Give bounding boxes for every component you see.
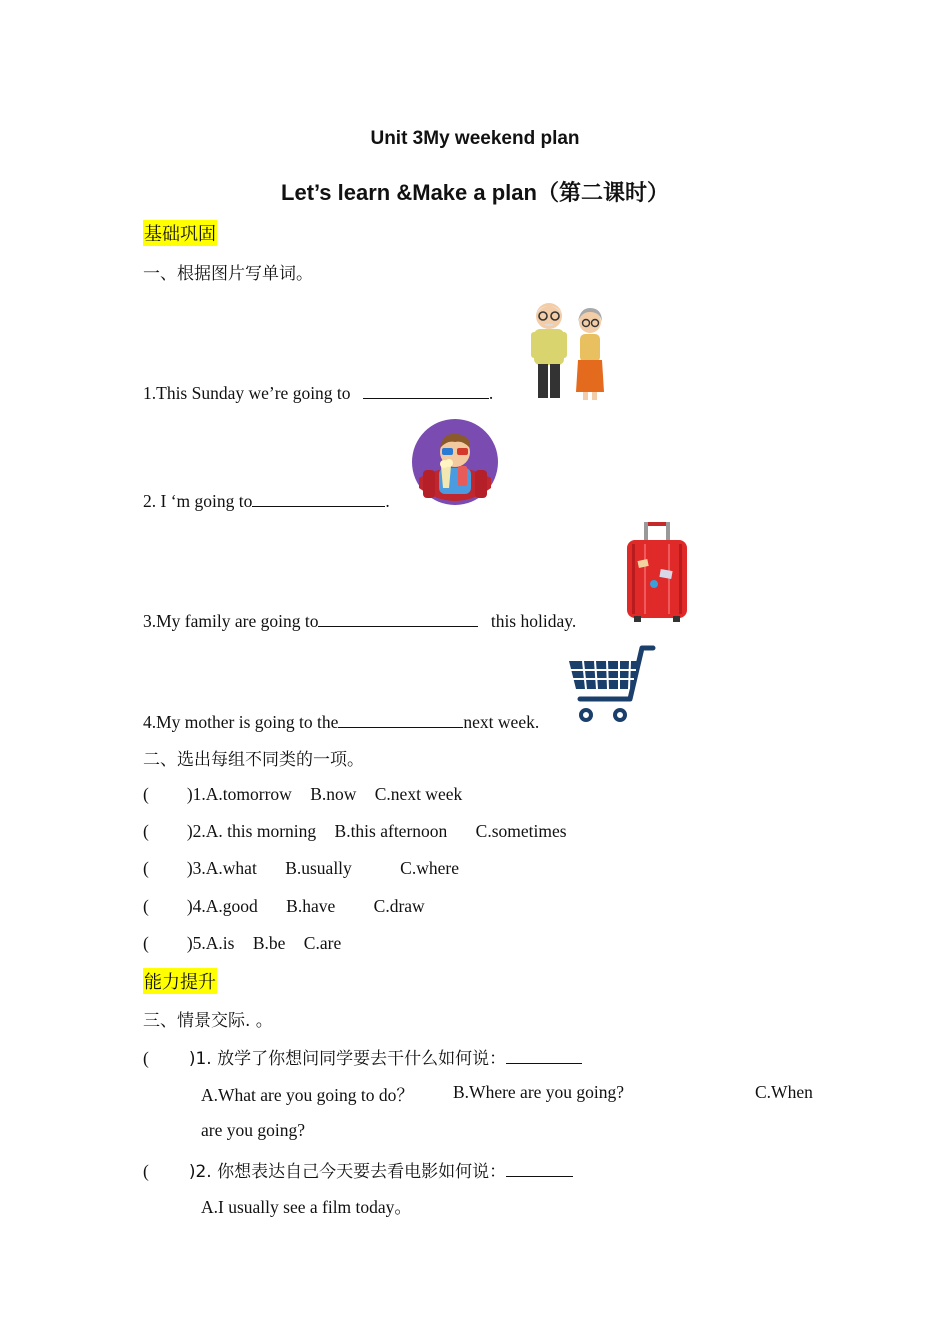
choice-question-3 <box>143 858 459 879</box>
fill-question-3 <box>143 610 576 632</box>
fill-question-3-end: this holiday. <box>490 611 577 631</box>
section-tag-advanced: 能力提升 <box>143 968 217 994</box>
fill-question-2-end: . <box>385 491 390 511</box>
answer-paren: ( <box>143 896 149 916</box>
answer-paren: ( <box>143 933 149 953</box>
answer-paren: ( <box>143 821 149 841</box>
option-c: C.draw <box>373 896 425 916</box>
question-number: )2. <box>186 821 206 841</box>
answer-blank-1[interactable] <box>363 382 489 399</box>
option-b: B.have <box>286 896 336 916</box>
question-number: )3. <box>186 858 206 878</box>
choice-question-5 <box>143 933 341 954</box>
grandparents-picture <box>524 300 610 402</box>
dialogue-q2-option-a: A.I usually see a film today。 <box>201 1197 412 1217</box>
fill-question-1-end: . <box>488 383 494 403</box>
dialogue-question-1 <box>143 1044 582 1069</box>
option-c: C.where <box>400 858 459 878</box>
dialogue-q1-option-c-cont: are you going? <box>201 1120 305 1140</box>
question-number: )4. <box>186 896 206 916</box>
section1-heading: 一、根据图片写单词。 <box>143 264 313 284</box>
dialogue-q1-option-c: C.When <box>755 1082 813 1102</box>
fill-question-1-text: 1.This Sunday we’re going to <box>143 383 355 403</box>
option-b: B.this afternoon <box>334 821 448 841</box>
answer-paren: ( <box>143 1048 149 1068</box>
option-c: C.next week <box>374 784 463 804</box>
answer-paren: ( <box>143 1161 149 1181</box>
fill-question-4-text: 4.My mother is going to the <box>143 712 339 732</box>
option-b: B.now <box>310 784 357 804</box>
answer-blank-dialogue-2[interactable] <box>506 1160 573 1177</box>
option-c: C.sometimes <box>475 821 567 841</box>
cinema-boy-picture <box>411 418 499 506</box>
option-b: B.usually <box>285 858 352 878</box>
dialogue-question-2 <box>143 1157 573 1182</box>
dialogue-question-2-text: )2. 你想表达自己今天要去看电影如何说： <box>188 1162 507 1182</box>
answer-blank-2[interactable] <box>252 490 385 507</box>
option-a: A. this morning <box>205 821 317 841</box>
shopping-cart-picture <box>566 645 656 727</box>
option-a: A.what <box>205 858 257 878</box>
answer-blank-3[interactable] <box>318 610 478 627</box>
fill-question-2 <box>143 490 390 512</box>
answer-blank-dialogue-1[interactable] <box>506 1047 582 1064</box>
dialogue-question-1-text: )1. 放学了你想问同学要去干什么如何说： <box>188 1049 507 1069</box>
option-a: A.is <box>205 933 235 953</box>
answer-paren: ( <box>143 784 149 804</box>
dialogue-q1-option-b: B.Where are you going? <box>453 1082 625 1102</box>
fill-question-4 <box>143 711 539 733</box>
suitcase-picture <box>624 520 690 624</box>
fill-question-4-end: next week. <box>463 712 540 732</box>
answer-paren: ( <box>143 858 149 878</box>
option-b: B.be <box>252 933 286 953</box>
option-a: A.good <box>205 896 258 916</box>
worksheet-title: Unit 3My weekend plan <box>370 128 580 149</box>
option-a: A.tomorrow <box>205 784 292 804</box>
section3-heading: 三、情景交际. 。 <box>143 1011 273 1031</box>
choice-question-2 <box>143 821 567 842</box>
question-number: )5. <box>186 933 206 953</box>
fill-question-3-text: 3.My family are going to <box>143 611 319 631</box>
question-number: )1. <box>186 784 206 804</box>
section-tag-basic: 基础巩固 <box>143 220 217 246</box>
fill-question-1 <box>143 382 493 404</box>
answer-blank-4[interactable] <box>338 711 463 728</box>
fill-question-2-text: 2. I ‘m going to <box>143 491 253 511</box>
worksheet-subtitle: Let’s learn &Make a plan（第二课时） <box>281 180 669 205</box>
choice-question-1 <box>143 784 462 805</box>
section2-heading: 二、选出每组不同类的一项。 <box>143 750 364 770</box>
choice-question-4 <box>143 896 425 917</box>
option-c: C.are <box>303 933 342 953</box>
dialogue-q1-option-a: A.What are you going to do？ <box>201 1085 414 1105</box>
